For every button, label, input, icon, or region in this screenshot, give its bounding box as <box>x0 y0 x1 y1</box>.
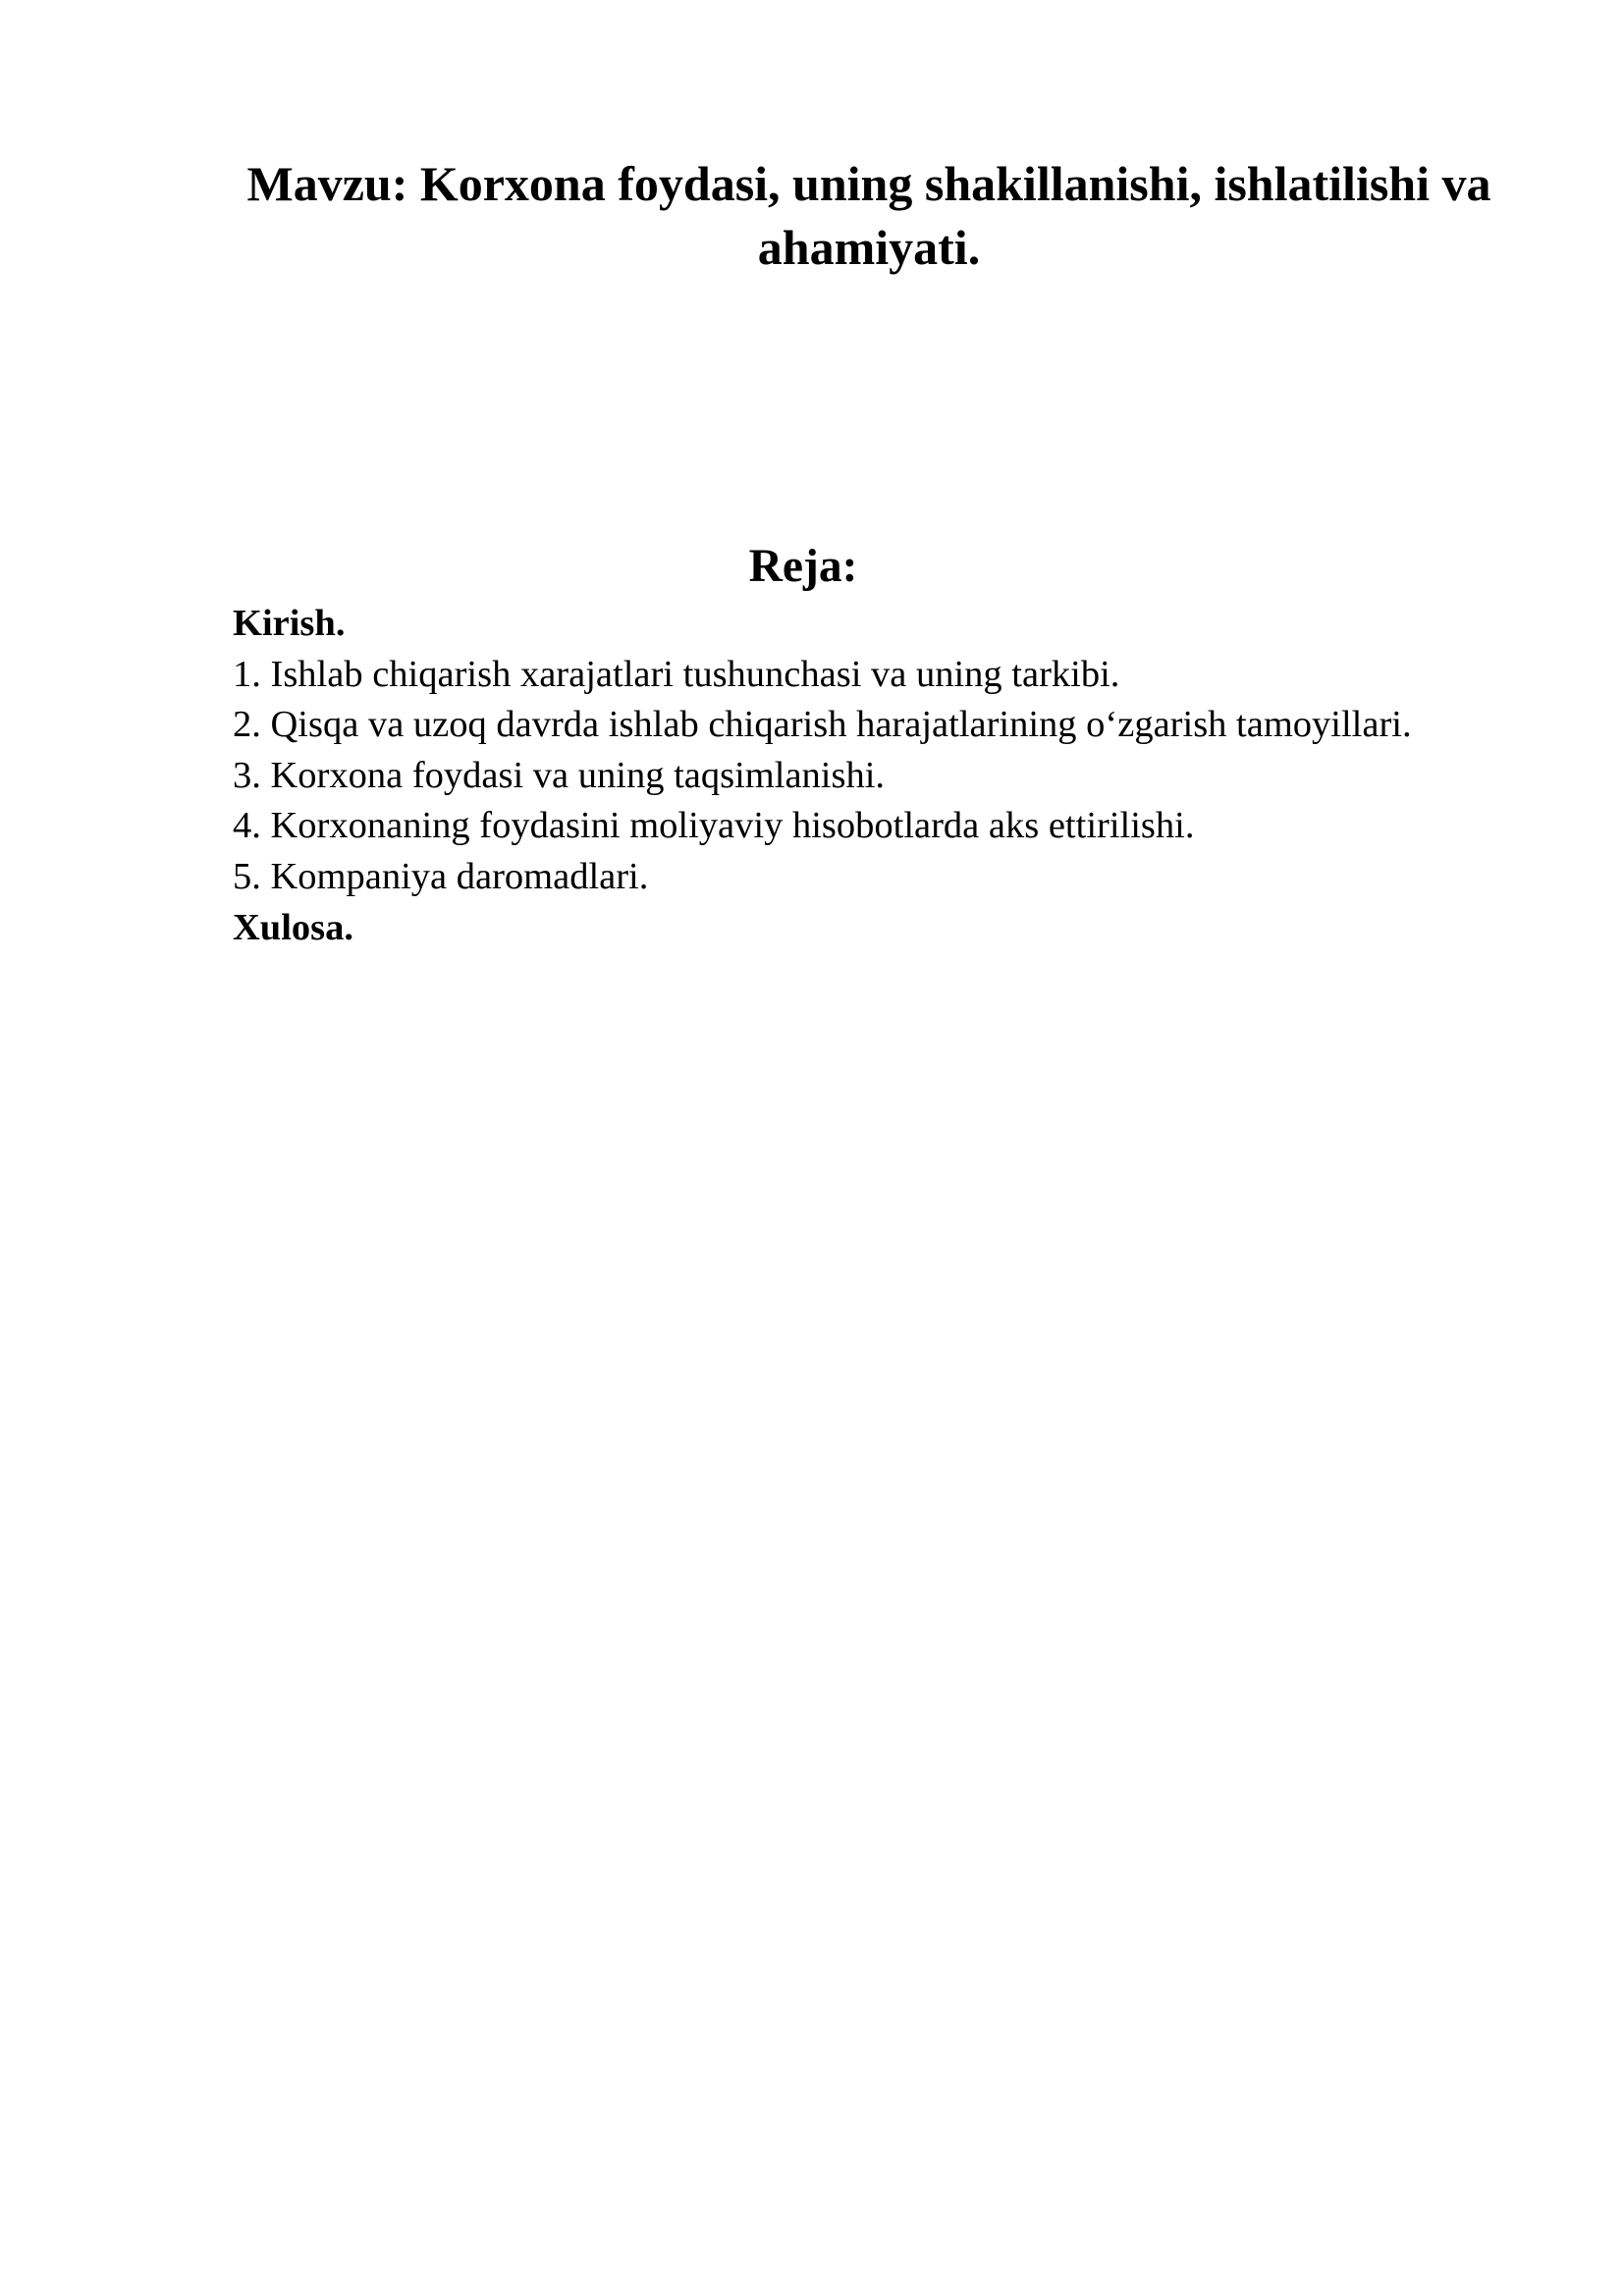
title-line-2: ahamiyati. <box>757 220 981 275</box>
plan-item-5: 5. Kompaniya daromadlari. <box>233 855 649 897</box>
document-title <box>233 152 1505 280</box>
plan-list <box>233 599 1509 953</box>
plan-item-1: 1. Ishlab chiqarish xarajatlari tushunchasi va uning tarkibi. <box>233 653 1120 695</box>
plan-item-3: 3. Korxona foydasi va uning taqsimlanishi. <box>233 754 886 796</box>
plan-item-conclusion: Xulosa. <box>233 906 354 948</box>
plan-item-introduction: Kirish. <box>233 603 346 644</box>
title-line-1: Mavzu: Korxona foydasi, uning shakillanishi, ishlatilishi va <box>246 156 1491 211</box>
plan-heading: Reja: <box>748 541 858 592</box>
plan-item-4: 4. Korxonaning foydasini moliyaviy hisobotlarda aks ettirilishi. <box>233 805 1195 847</box>
plan-item-2: 2. Qisqa va uzoq davrda ishlab chiqarish harajatlarining o‘zgarish tamoyillari. <box>233 704 1412 746</box>
